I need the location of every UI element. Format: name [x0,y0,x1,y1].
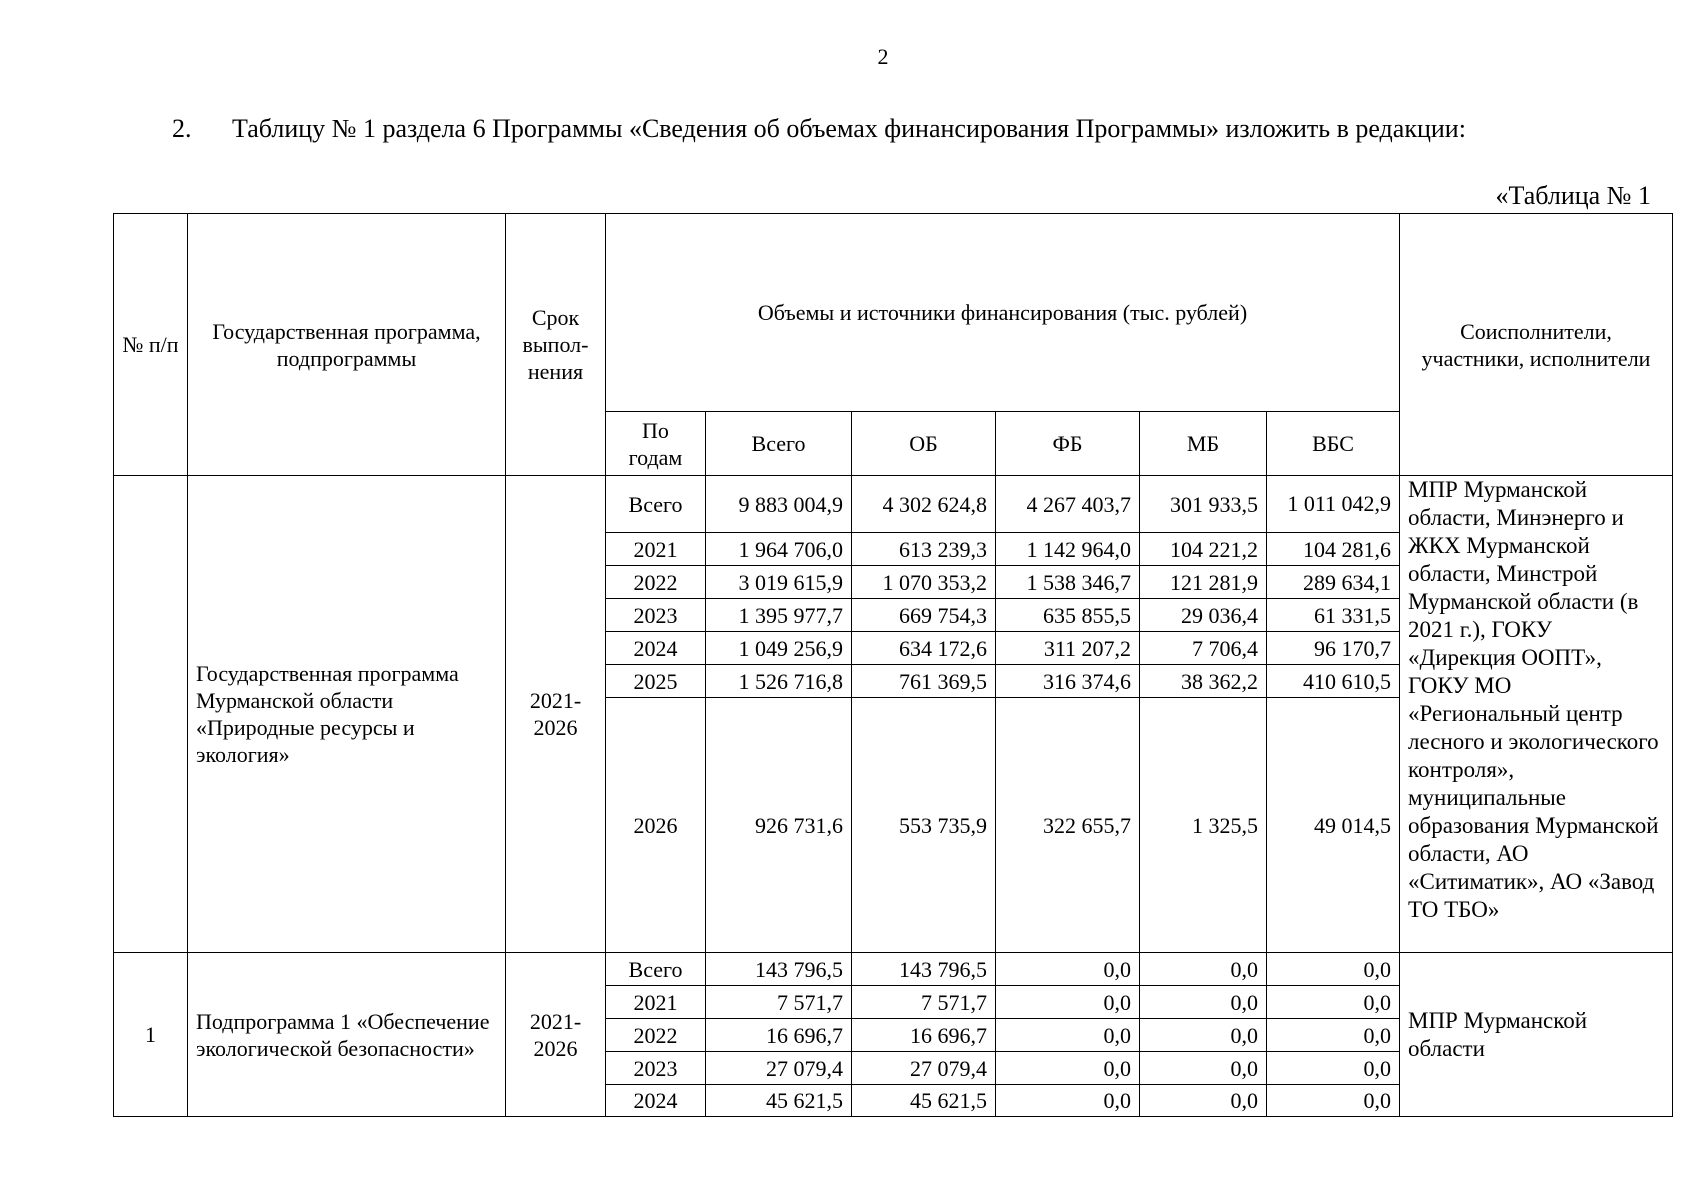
cell-fb: 1 538 346,7 [996,566,1140,599]
cell-total: 1 049 256,9 [706,632,852,665]
row-number [114,476,188,953]
cell-ob: 4 302 624,8 [852,476,996,533]
header-num: № п/п [114,214,188,476]
cell-total: 27 079,4 [706,1052,852,1085]
cell-vbs: 289 634,1 [1267,566,1400,599]
cell-ob: 7 571,7 [852,986,996,1019]
page-number: 2 [877,44,889,69]
cell-total: 143 796,5 [706,953,852,986]
program-name: Государственная программа Мурманской области «Природные ресурсы и экология» [188,476,506,953]
header-term: Срок выпол-нения [506,214,606,476]
cell-ob: 45 621,5 [852,1085,996,1117]
intro-number: 2. [172,114,192,143]
cell-fb: 311 207,2 [996,632,1140,665]
intro-paragraph [172,114,1466,144]
cell-fb: 0,0 [996,1019,1140,1052]
cell-ob: 553 735,9 [852,698,996,953]
cell-mb: 0,0 [1140,953,1267,986]
cell-total: 926 731,6 [706,698,852,953]
cell-year: 2021 [606,986,706,1019]
cell-vbs: 410 610,5 [1267,665,1400,698]
cell-fb: 0,0 [996,953,1140,986]
cell-mb: 0,0 [1140,1085,1267,1117]
table-row [114,476,1673,533]
cell-year: 2023 [606,1052,706,1085]
cell-mb: 301 933,5 [1140,476,1267,533]
cell-ob: 634 172,6 [852,632,996,665]
header-fb: ФБ [996,412,1140,476]
program-term: 2021-2026 [506,476,606,953]
cell-fb: 0,0 [996,1052,1140,1085]
header-ob: ОБ [852,412,996,476]
cell-year: 2022 [606,1019,706,1052]
cell-fb: 4 267 403,7 [996,476,1140,533]
cell-year: Всего [606,953,706,986]
executors: МПР Мурманской области, Минэнерго и ЖКХ Мурманской области, Минстрой Мурманской области (в 2021 г.), ГОКУ «Дирекция ООПТ», ГОКУ МО «Региональный центр лесного и экологического контроля», муниципальные образования Мурманской области, АО «Ситиматик», АО «Завод ТО ТБО» [1400,476,1673,953]
cell-mb: 0,0 [1140,1019,1267,1052]
cell-total: 3 019 615,9 [706,566,852,599]
program-name: Подпрограмма 1 «Обеспечение экологической безопасности» [188,953,506,1117]
cell-year: 2021 [606,533,706,566]
cell-year: 2025 [606,665,706,698]
cell-vbs: 1 011 042,9 [1267,476,1400,533]
header-executors: Соисполнители, участники, исполнители [1400,214,1673,476]
cell-ob: 27 079,4 [852,1052,996,1085]
cell-fb: 322 655,7 [996,698,1140,953]
cell-mb: 121 281,9 [1140,566,1267,599]
table-row [114,953,1673,986]
cell-total: 1 526 716,8 [706,665,852,698]
cell-total: 1 395 977,7 [706,599,852,632]
cell-vbs: 104 281,6 [1267,533,1400,566]
cell-fb: 1 142 964,0 [996,533,1140,566]
cell-fb: 635 855,5 [996,599,1140,632]
cell-fb: 0,0 [996,1085,1140,1117]
cell-vbs: 49 014,5 [1267,698,1400,953]
cell-vbs: 61 331,5 [1267,599,1400,632]
cell-ob: 16 696,7 [852,1019,996,1052]
cell-mb: 1 325,5 [1140,698,1267,953]
cell-year: 2024 [606,632,706,665]
cell-mb: 29 036,4 [1140,599,1267,632]
header-by-year: По годам [606,412,706,476]
executors: МПР Мурманской области [1400,953,1673,1117]
table-caption: «Таблица № 1 [1495,181,1651,210]
header-funding: Объемы и источники финансирования (тыс. рублей) [606,214,1400,412]
cell-ob: 1 070 353,2 [852,566,996,599]
cell-ob: 143 796,5 [852,953,996,986]
cell-mb: 7 706,4 [1140,632,1267,665]
cell-mb: 0,0 [1140,1052,1267,1085]
cell-fb: 0,0 [996,986,1140,1019]
cell-total: 1 964 706,0 [706,533,852,566]
cell-mb: 38 362,2 [1140,665,1267,698]
cell-ob: 761 369,5 [852,665,996,698]
cell-year: 2026 [606,698,706,953]
cell-fb: 316 374,6 [996,665,1140,698]
cell-year: 2023 [606,599,706,632]
cell-total: 7 571,7 [706,986,852,1019]
header-mb: МБ [1140,412,1267,476]
cell-year: 2024 [606,1085,706,1117]
cell-vbs: 0,0 [1267,986,1400,1019]
cell-year: Всего [606,476,706,533]
cell-vbs: 96 170,7 [1267,632,1400,665]
cell-vbs: 0,0 [1267,1019,1400,1052]
financing-table [113,213,1673,1117]
header-vbs: ВБС [1267,412,1400,476]
cell-total: 9 883 004,9 [706,476,852,533]
cell-year: 2022 [606,566,706,599]
cell-vbs: 0,0 [1267,1052,1400,1085]
header-program: Государственная программа, подпрограммы [188,214,506,476]
cell-ob: 669 754,3 [852,599,996,632]
cell-total: 16 696,7 [706,1019,852,1052]
cell-total: 45 621,5 [706,1085,852,1117]
cell-vbs: 0,0 [1267,1085,1400,1117]
cell-vbs: 0,0 [1267,953,1400,986]
cell-mb: 0,0 [1140,986,1267,1019]
header-total: Всего [706,412,852,476]
cell-ob: 613 239,3 [852,533,996,566]
intro-text: Таблицу № 1 раздела 6 Программы «Сведения об объемах финансирования Программы» изложить в редакции: [232,114,1466,143]
cell-mb: 104 221,2 [1140,533,1267,566]
program-term: 2021-2026 [506,953,606,1117]
row-number: 1 [114,953,188,1117]
